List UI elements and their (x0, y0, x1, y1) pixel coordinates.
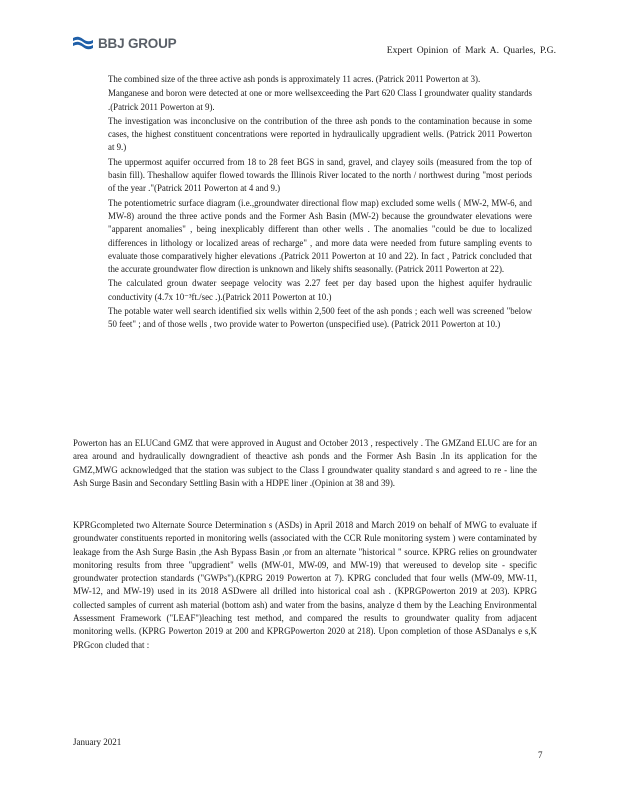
footer-date: January 2021 (73, 737, 122, 747)
list-item-text: The potentiometric surface diagram (i.e.,groundwater directional flow map) excluded some wells ( MW-2, MW-6, and MW-8) around the three active ponds and the Former Ash Basin (MW-2) because the groundwater elevations were "apparent anomalies" , being inexplicably different than other wells . The anomalies "could be due to localized differences in lithology or localized areas of recharge" , and more data were needed from future sampling events to evaluate those comparatively higher elevations .(Patrick 2011 Powerton at 10 and 22). In fact , Patrick concluded that the accurate groundwater flow direction is unknown and likely shifts seasonally. (Patrick 2011 Powerton at 22). (108, 197, 532, 275)
list-item-text: The calculated groun dwater seepage velocity was 2.27 feet per day based upon the highest aquifer hydraulic conductivity (4.7x 10⁻³ft./sec .).(Patrick 2011 Powerton at 10.) (108, 278, 532, 302)
list-item (80, 73, 532, 86)
list-item-text: Manganese and boron were detected at one or more wellsexceeding the Part 620 Class I groundwater quality standards .(Patrick 2011 Powerton at 9). (108, 88, 532, 112)
list-item (80, 305, 532, 332)
bbj-logo-icon (72, 34, 94, 52)
list-item-text: The combined size of the three active ash ponds is approximately 11 acres. (Patrick 2011 Powerton at 3). (108, 74, 481, 84)
list-item-text: The uppermost aquifer occurred from 18 to 28 feet BGS in sand, gravel, and clayey soils (measured from the top of basin fill). Theshallow aquifer flowed towards the Illinois River located to the north / northwest during "most periods of the year ."(Patrick 2011 Powerton at 4 and 9.) (108, 156, 532, 194)
body-paragraph-powerton-gmz: Powerton has an ELUCand GMZ that were approved in August and October 2013 , respectively . The GMZand ELUC are for an area around and hydraulically downgradient of theactive ash ponds and the Former Ash Basin .In its application for the GMZ,MWG acknowledged that the station was subject to the Class I groundwater quality standard s and agreed to re - line the Ash Surge Basin and Secondary Settling Basin with a HDPE liner .(Opinion at 38 and 39). (73, 438, 537, 488)
body-paragraph-kprg-asd: KPRGcompleted two Alternate Source Determination s (ASDs) in April 2018 and March 2019 on behalf of MWG to evaluate if groundwater constituents reported in monitoring wells (associated with the CCR Rule monitoring system ) were contaminated by leakage from the Ash Surge Basin ,the Ash Bypass Basin ,or from an alternate "historical " source. KPRG relies on groundwater monitoring results from three "upgradient" wells (MW-01, MW-09, and MW-19) that wereused to develop site - specific groundwater protection standards ("GWPs").(KPRG 2019 Powerton at 7). KPRG concluded that four wells (MW-09, MW-11, MW-12, and MW-19) used in its 2018 ASDwere all drilled into historical coal ash . (KPRGPowerton 2019 at 203). KPRG collected samples of current ash material (bottom ash) and water from the basins, analyze d them by the Leaching Environmental Assessment Framework ("LEAF")leaching test method, and compared the results to groundwater quality from adjacent monitoring wells. (KPRG Powerton 2019 at 200 and KPRGPowerton 2020 at 218). Upon completion of those ASDanalys e s,K PRGcon cluded that : (73, 520, 537, 650)
list-item (80, 277, 532, 304)
list-item (80, 87, 532, 114)
list-item-text: The potable water well search identified six wells within 2,500 feet of the ash ponds ; each well was screened "below 50 feet" ; and of those wells , two provide water to Powerton (unspecified use). (Patrick 2011 Powerton at 10.) (108, 306, 532, 330)
list-item (80, 156, 532, 196)
logo-text: BBJ GROUP (98, 35, 177, 51)
list-item-text: The investigation was inconclusive on the contribution of the three ash ponds to the contamination because in some cases, the highest constituent concentrations were reported in hydraulically upgradient wells. (Patrick 2011 Powerton at 9.) (108, 115, 532, 153)
document-header-title: Expert Opinion of Mark A. Quarles, P.G. (386, 45, 556, 56)
bullet-list (80, 73, 532, 333)
page-number: 7 (538, 750, 543, 760)
company-logo (72, 34, 176, 52)
list-item (80, 197, 532, 277)
list-item (80, 115, 532, 155)
